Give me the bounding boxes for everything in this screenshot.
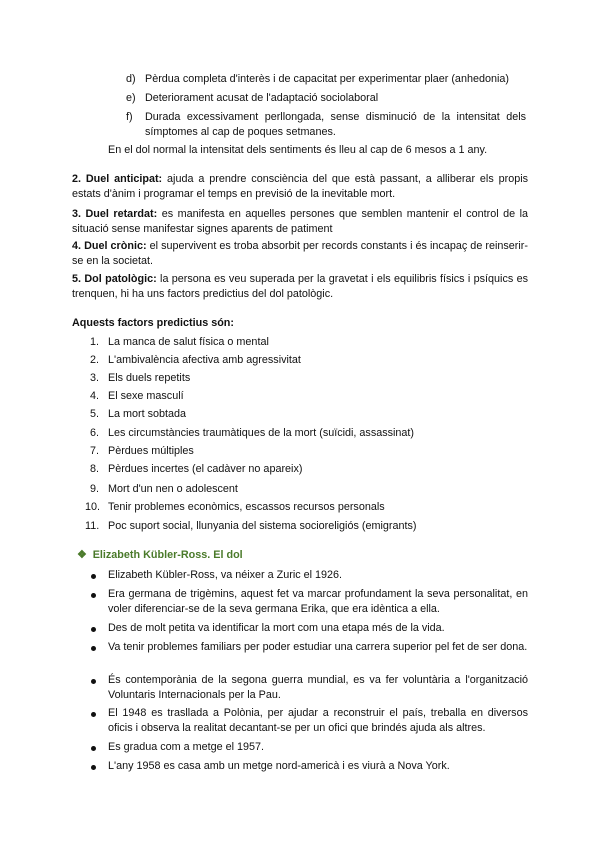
bio-item: Es gradua com a metge el 1957. [108, 741, 265, 753]
bullet-icon [91, 712, 96, 717]
bullet-icon [91, 679, 96, 684]
bullet-icon [91, 627, 96, 632]
section-heading [77, 548, 243, 563]
duel-term: 5. Dol patològic: [72, 273, 157, 285]
factor-number: 11. [85, 520, 100, 532]
bio-item: Des de molt petita va identificar la mort com una etapa més de la vida. [108, 622, 445, 634]
factor-number: 3. [90, 372, 100, 384]
list-item: Durada excessivament perllongada, sense disminució de la intensitat dels símptomes al cap de poques setmanes. [145, 111, 526, 138]
duel-term: 3. Duel retardat: [72, 208, 158, 220]
duel-description: la persona es veu superada per la gravetat i els equilibris físics i psíquics es trenquen, hi ha uns factors predictius del dol patològic. [72, 273, 529, 300]
bio-item: Era germana de trigèmins, aquest fet va marcar profundament la seva personalitat, en voler diferenciar-se de la seva germana Erika, que era idèntica a ella. [108, 588, 528, 615]
factor-item: Poc suport social, llunyania del sistema socioreligiós (emigrants) [108, 520, 417, 532]
bio-item: És contemporània de la segona guerra mundial, es va fer voluntària a l'organització Voluntaris Internacionals per la Pau. [108, 674, 528, 701]
bio-item: Elizabeth Kübler-Ross, va néixer a Zuric el 1926. [108, 569, 343, 581]
factor-number: 6. [90, 427, 100, 439]
factor-item: Les circumstàncies traumàtiques de la mort (suïcidi, assassinat) [108, 427, 415, 439]
duel-cronic [72, 239, 528, 269]
duel-description: ajuda a prendre consciència del que està passant, a alliberar els propis estats d'ànim i programar el temps en previsió de la inevitable mort. [72, 173, 528, 200]
factor-item: Els duels repetits [108, 372, 191, 384]
bio-item: El 1948 es trasllada a Polònia, per ajudar a reconstruir el país, treballa en diversos oficis i observa la realitat decantant-se per un ofici que brindés ajuda als altres. [108, 707, 528, 734]
diamond-bullet-icon: ❖ [77, 549, 87, 561]
factor-number: 8. [90, 463, 100, 475]
bullet-icon [91, 746, 96, 751]
duel-description: el supervivent es troba absorbit per records constants i és incapaç de reinserir-se en la societat. [72, 240, 528, 267]
list-letter: e) [126, 92, 136, 104]
bullet-icon [91, 593, 96, 598]
factor-number: 1. [90, 336, 100, 348]
list-item: Pèrdua completa d'interès i de capacitat per experimentar plaer (anhedonia) [145, 73, 509, 85]
duel-term: 4. Duel crònic: [72, 240, 147, 252]
list-item: Deteriorament acusat de l'adaptació sociolaboral [145, 92, 379, 104]
factor-item: La mort sobtada [108, 408, 187, 420]
factor-number: 7. [90, 445, 100, 457]
bullet-icon [91, 765, 96, 770]
factor-item: Pèrdues múltiples [108, 445, 194, 457]
normal-grief-note: En el dol normal la intensitat dels sentiments és lleu al cap de 6 mesos a 1 any. [108, 144, 488, 156]
factor-number: 4. [90, 390, 100, 402]
duel-anticipat [72, 172, 528, 202]
dol-patologic [72, 272, 528, 302]
factor-number: 5. [90, 408, 100, 420]
bio-item: L'any 1958 es casa amb un metge nord-americà i es viurà a Nova York. [108, 760, 450, 772]
factor-number: 2. [90, 354, 100, 366]
bullet-icon [91, 646, 96, 651]
factor-item: La manca de salut física o mental [108, 336, 269, 348]
section-title: Elizabeth Kübler-Ross. El dol [92, 549, 243, 561]
factor-number: 10. [85, 501, 101, 513]
factor-item: Pèrdues incertes (el cadàver no apareix) [108, 463, 303, 475]
factor-item: Tenir problemes econòmics, escassos recursos personals [108, 501, 385, 513]
duel-term: 2. Duel anticipat: [72, 173, 163, 185]
list-letter: f) [126, 111, 133, 123]
factors-heading: Aquests factors predictius són: [72, 317, 234, 329]
factor-item: El sexe masculí [108, 390, 184, 402]
factor-item: L'ambivalència afectiva amb agressivitat [108, 354, 301, 366]
duel-retardat [72, 207, 528, 237]
duel-description: es manifesta en aquelles persones que semblen mantenir el control de la situació sense manifestar signes aparents de patiment [72, 208, 528, 235]
bio-item: Va tenir problemes familiars per poder estudiar una carrera superior pel fet de ser dona. [108, 641, 528, 653]
list-letter: d) [126, 73, 136, 85]
bullet-icon [91, 574, 96, 579]
factor-item: Mort d'un nen o adolescent [108, 483, 238, 495]
factor-number: 9. [90, 483, 100, 495]
